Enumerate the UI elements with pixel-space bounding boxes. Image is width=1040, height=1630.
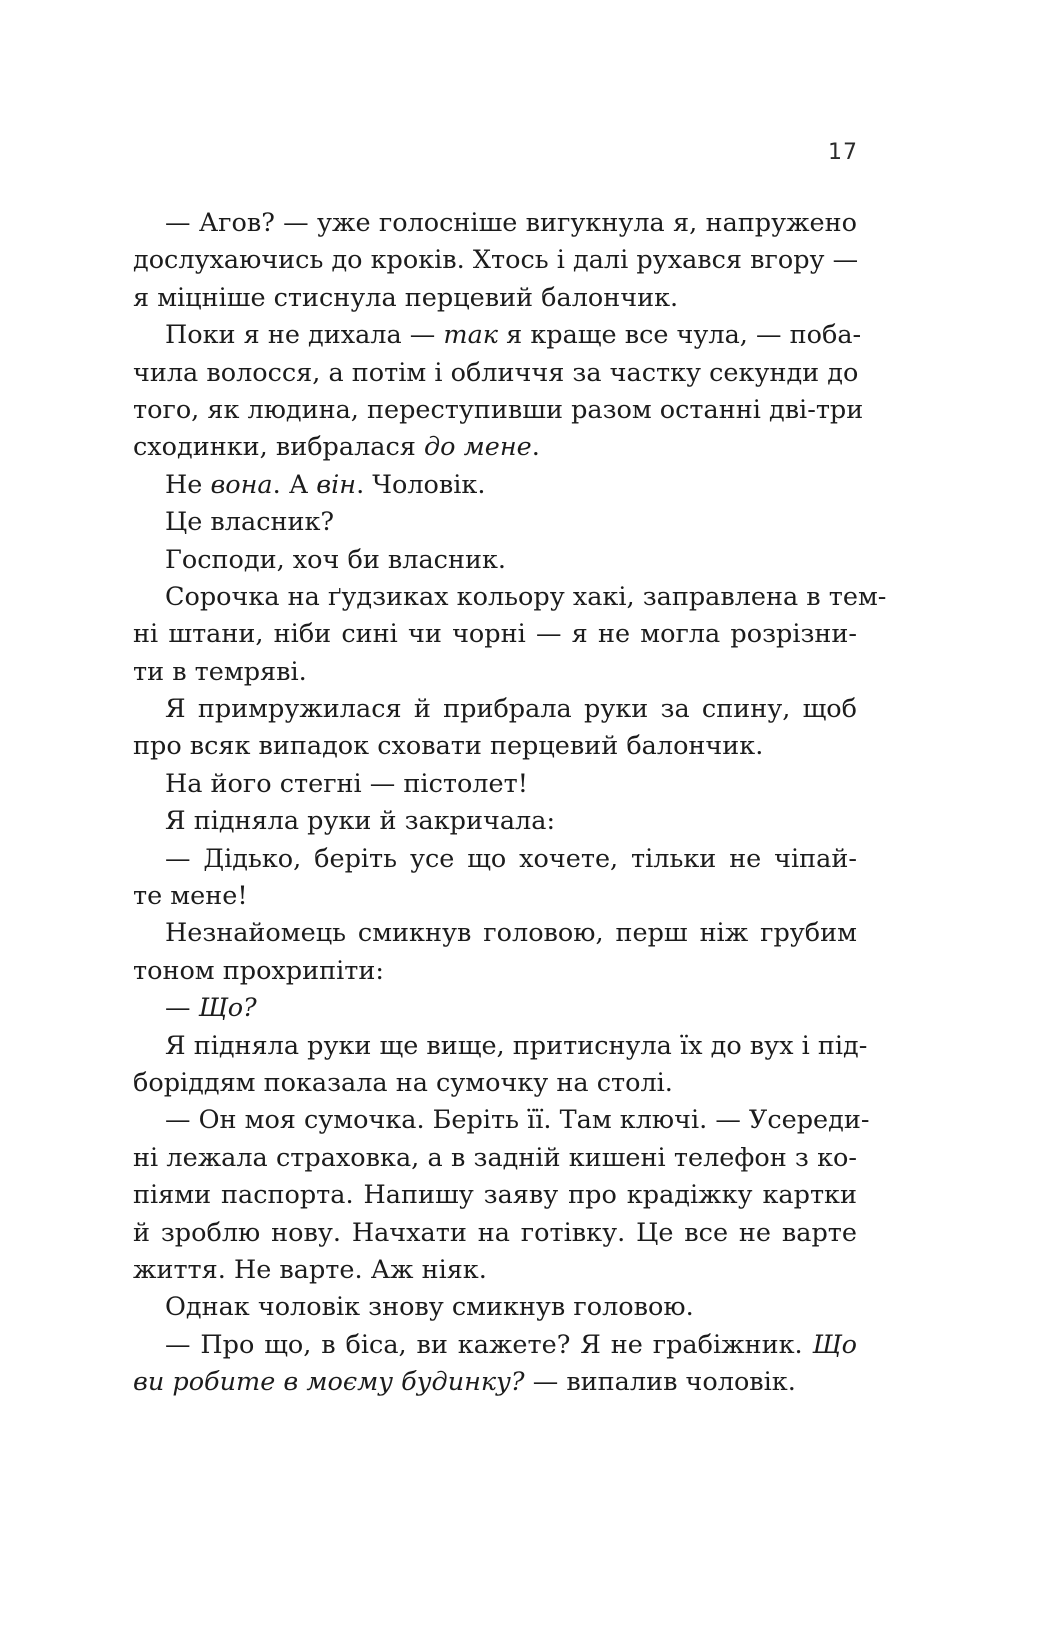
text-segment: Однак чоловік знову смикнув головою. bbox=[165, 1292, 694, 1323]
text-line bbox=[133, 803, 857, 840]
text-line bbox=[133, 355, 857, 392]
text-line bbox=[133, 654, 857, 691]
text-segment: Я підняла руки ще вище, притиснула їх до вух і під- bbox=[165, 1030, 868, 1061]
text-line bbox=[133, 242, 857, 279]
text-line bbox=[133, 691, 857, 728]
text-line bbox=[133, 205, 857, 242]
text-segment: чила волосся, а потім і обличчя за частку секунди до bbox=[133, 357, 859, 388]
text-segment: життя. Не варте. Аж ніяк. bbox=[133, 1254, 487, 1285]
body-text bbox=[133, 205, 887, 1402]
text-segment: — bbox=[165, 993, 199, 1024]
text-segment: Незнайомець смикнув головою, перш ніж грубим bbox=[165, 918, 857, 949]
text-line bbox=[133, 1140, 857, 1177]
text-segment: ні штани, ніби сині чи чорні — я не могла розрізни- bbox=[133, 619, 857, 650]
text-line bbox=[133, 467, 857, 504]
text-line bbox=[133, 504, 857, 541]
text-segment: Я підняла руки й закричала: bbox=[165, 806, 556, 837]
text-segment: ні лежала страховка, а в задній кишені телефон з ко- bbox=[133, 1142, 857, 1173]
text-segment: того, як людина, переступивши разом останні дві-три bbox=[133, 394, 864, 425]
text-line bbox=[133, 1028, 868, 1065]
text-segment: Сорочка на ґудзиках кольору хакі, заправлена в тем- bbox=[165, 581, 887, 612]
text-line bbox=[133, 392, 864, 429]
text-segment: . bbox=[531, 432, 540, 463]
text-segment: піями паспорта. Напишу заяву про крадіжку картки bbox=[133, 1180, 857, 1211]
text-line bbox=[133, 1177, 857, 1214]
text-segment: Це власник? bbox=[165, 507, 335, 538]
text-segment: . Чоловік. bbox=[356, 469, 486, 500]
text-line bbox=[133, 915, 857, 952]
text-line bbox=[133, 878, 857, 915]
text-segment: сходинки, вибралася bbox=[133, 432, 424, 463]
italic-text: так bbox=[443, 320, 499, 351]
text-line bbox=[133, 1364, 857, 1401]
italic-text: він bbox=[316, 469, 357, 500]
text-segment: Поки я не дихала — bbox=[165, 320, 444, 351]
text-line bbox=[133, 579, 887, 616]
italic-text: до мене bbox=[423, 432, 532, 463]
text-segment: — Он моя сумочка. Беріть її. Там ключі. — Усереди- bbox=[165, 1105, 870, 1136]
text-segment: — Агов? — уже голосніше вигукнула я, напружено bbox=[165, 208, 857, 238]
text-line bbox=[133, 728, 857, 765]
text-segment: — Дідько, беріть усе що хочете, тільки не чіпай- bbox=[165, 843, 857, 874]
italic-text: Що bbox=[812, 1329, 857, 1360]
text-segment: Не bbox=[165, 469, 211, 500]
text-line bbox=[133, 953, 857, 990]
text-segment: про всяк випадок сховати перцевий балончик. bbox=[133, 731, 764, 762]
text-segment: Я примружилася й прибрала руки за спину, щоб bbox=[165, 694, 857, 725]
italic-text: ви робите в моєму будинку? bbox=[133, 1367, 525, 1398]
text-segment: — Про що, в біса, ви кажете? Я не грабіжник. bbox=[165, 1329, 813, 1360]
text-segment: дослухаючись до кроків. Хтось і далі рухався вгору — bbox=[133, 245, 859, 276]
text-segment: На його стегні — пістолет! bbox=[165, 768, 528, 799]
text-line bbox=[133, 616, 857, 653]
text-segment: ти в темряві. bbox=[133, 656, 307, 687]
text-line bbox=[133, 429, 857, 466]
text-line bbox=[133, 1327, 857, 1364]
text-line bbox=[133, 841, 857, 878]
text-segment: я міцніше стиснула перцевий балончик. bbox=[133, 282, 679, 313]
text-line bbox=[133, 990, 857, 1027]
text-segment: й зроблю нову. Начхати на готівку. Це все не варте bbox=[133, 1217, 857, 1248]
italic-text: вона bbox=[210, 469, 273, 500]
text-segment: я краще все чула, — поба- bbox=[498, 320, 862, 351]
text-line bbox=[133, 1215, 857, 1252]
page-number: 17 bbox=[828, 140, 858, 165]
text-line bbox=[133, 1102, 870, 1139]
italic-text: Що? bbox=[198, 993, 257, 1024]
text-segment: те мене! bbox=[133, 881, 248, 912]
text-segment: . А bbox=[272, 469, 317, 500]
text-line bbox=[133, 317, 862, 354]
text-segment: боріддям показала на сумочку на столі. bbox=[133, 1067, 673, 1098]
text-line bbox=[133, 1252, 857, 1289]
text-line bbox=[133, 542, 857, 579]
text-segment: — випалив чоловік. bbox=[524, 1367, 796, 1398]
text-segment: тоном прохрипіти: bbox=[133, 955, 384, 986]
text-line bbox=[133, 280, 857, 317]
text-segment: Господи, хоч би власник. bbox=[165, 544, 507, 575]
text-line bbox=[133, 1065, 857, 1102]
text-line bbox=[133, 1289, 857, 1326]
text-line bbox=[133, 766, 857, 803]
